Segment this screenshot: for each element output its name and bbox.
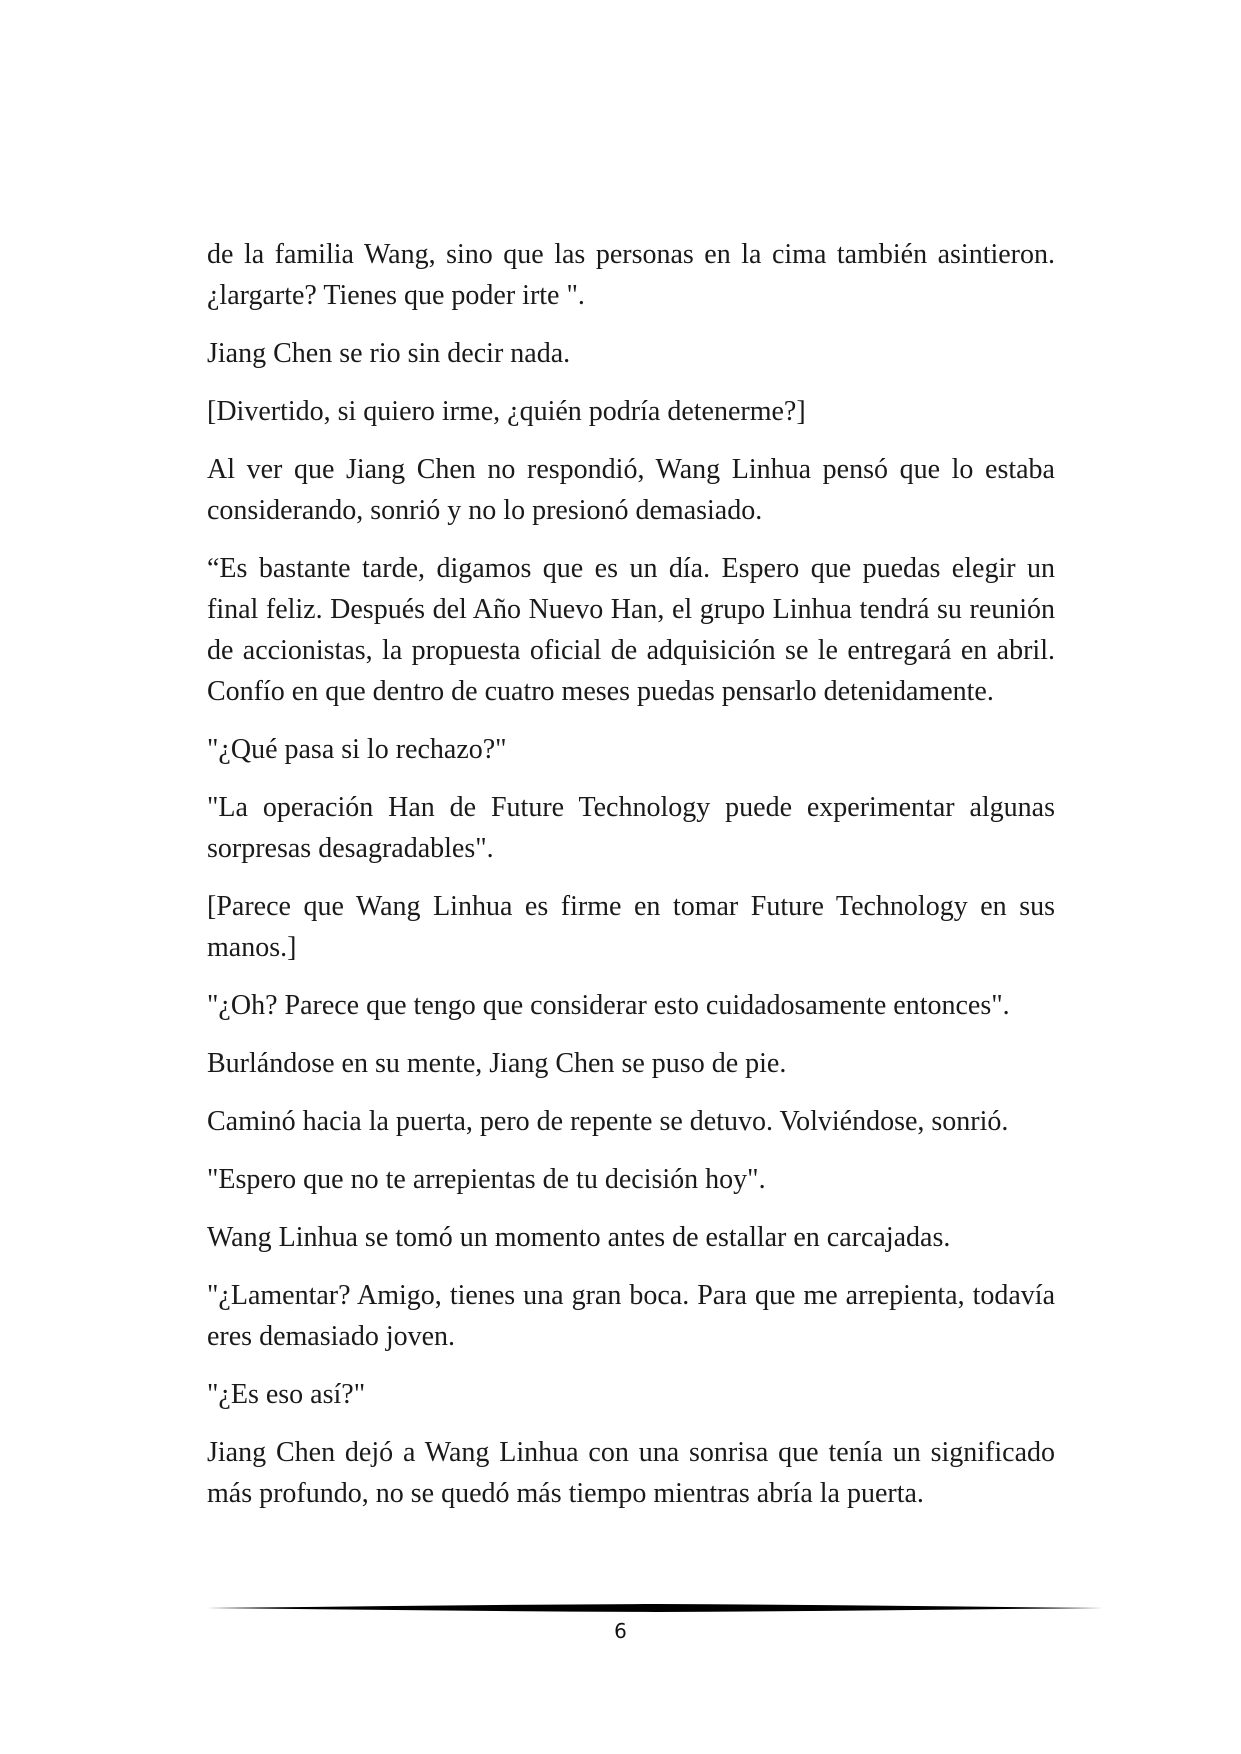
paragraph-7: "La operación Han de Future Technology puede experimentar algunas sorpresas desagradables". [207,792,1055,864]
paragraph-12: "Espero que no te arrepientas de tu decisión hoy". [207,1164,766,1195]
paragraph-8: [Parece que Wang Linhua es firme en tomar Future Technology en sus manos.] [207,891,1055,963]
paragraph-1: de la familia Wang, sino que las personas en la cima también asintieron. ¿largarte? Tienes que poder irte ". [207,239,1055,311]
paragraph-5: “Es bastante tarde, digamos que es un día. Espero que puedas elegir un final feliz. Después del Año Nuevo Han, el grupo Linhua tendrá su reunión de accionistas, la propuesta oficial de adquisición se le entregará en abril. Confío en que dentro de cuatro meses puedas pensarlo detenidamente. [207,553,1055,707]
paragraph-3: [Divertido, si quiero irme, ¿quién podría detenerme?] [207,396,806,427]
paragraph-9: "¿Oh? Parece que tengo que considerar esto cuidadosamente entonces". [207,990,1010,1021]
paragraph-10: Burlándose en su mente, Jiang Chen se puso de pie. [207,1048,787,1079]
paragraph-15: "¿Es eso así?" [207,1379,366,1410]
paragraph-13: Wang Linhua se tomó un momento antes de estallar en carcajadas. [207,1222,951,1253]
paragraph-14: "¿Lamentar? Amigo, tienes una gran boca. Para que me arrepienta, todavía eres demasiado joven. [207,1280,1055,1352]
paragraph-11: Caminó hacia la puerta, pero de repente se detuvo. Volviéndose, sonrió. [207,1106,1009,1137]
paragraph-16: Jiang Chen dejó a Wang Linhua con una sonrisa que tenía un significado más profundo, no se quedó más tiempo mientras abría la puerta. [207,1437,1055,1509]
paragraph-4: Al ver que Jiang Chen no respondió, Wang Linhua pensó que lo estaba considerando, sonrió y no lo presionó demasiado. [207,454,1055,526]
paragraph-6: "¿Qué pasa si lo rechazo?" [207,734,507,765]
page-number: 6 [614,1619,627,1643]
body-text [207,234,1055,1531]
paragraph-2: Jiang Chen se rio sin decir nada. [207,338,571,369]
footer-divider [207,1601,1103,1615]
